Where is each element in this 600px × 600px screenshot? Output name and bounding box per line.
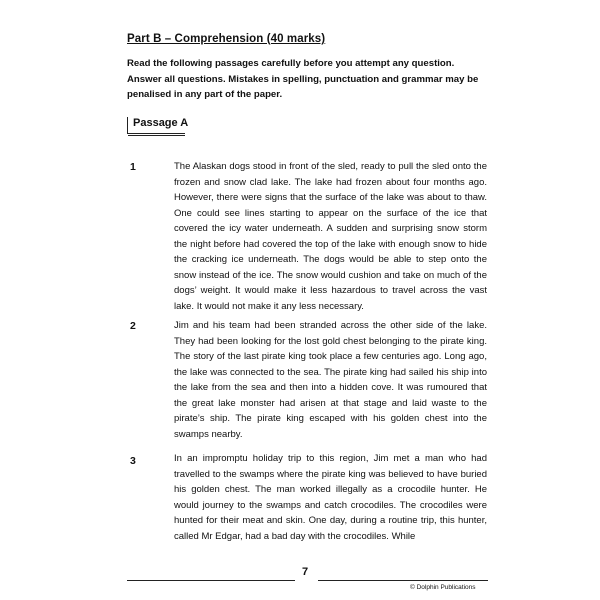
paragraph-number: 1 [130, 161, 136, 173]
paragraph-number: 3 [130, 455, 136, 467]
paragraph-text: The Alaskan dogs stood in front of the sled, ready to pull the sled onto the frozen and snow clad lake. The lake had frozen about four months ago. However, there were signs that the surface of the lake was about to thaw. One could see lines starting to appear on the surface of the ice that covered the icy water underneath. A sudden and surprising snow storm the night before had covered the top of the lake with enough snow to hide the cracking ice underneath. The dogs would be able to step onto the snow instead of the ice. The snow would cushion and take on much of the dogs’ weight. It would make it less hazardous to travel across the vast lake. It would not make it any less necessary. [174, 161, 487, 312]
paragraph-text: Jim and his team had been stranded across the other side of the lake. They had been looking for the lost gold chest belonging to the pirate king. The story of the last pirate king took place a few centuries ago. Long ago, the lake was connected to the sea. The pirate king had sailed his ship into the lake from the sea and then into a hidden cove. It was rumoured that the great lake monster had arisen at that stage and laid waste to the pirate’s ship. The pirate king escaped with his golden chest into the swamps nearby. [174, 320, 487, 440]
passage-title: Passage A [133, 117, 189, 129]
footer-rule-right [318, 580, 488, 581]
paragraph-number: 2 [130, 320, 136, 332]
page-number: 7 [302, 566, 309, 578]
passage-title-box [127, 117, 189, 134]
footer-rule-left [127, 580, 295, 581]
paragraph-text: In an impromptu holiday trip to this region, Jim met a man who had travelled to the swamps where the pirate king was believed to have buried his golden chest. The man worked illegally as a crocodile hunter. He would journey to the swamps and catch crocodiles. The crocodiles were hunted for their meat and skin. One day, during a routine trip, this hunter, called Mr Edgar, had a bad day with the crocodiles. While [174, 453, 487, 542]
instructions: Read the following passages carefully before you attempt any question. Answer all questions. Mistakes in spelling, punctuation and grammar may be penalised in any part of the paper. [127, 58, 479, 100]
part-heading: Part B – Comprehension (40 marks) [127, 33, 326, 45]
publisher-credit: © Dolphin Publications [410, 584, 476, 591]
